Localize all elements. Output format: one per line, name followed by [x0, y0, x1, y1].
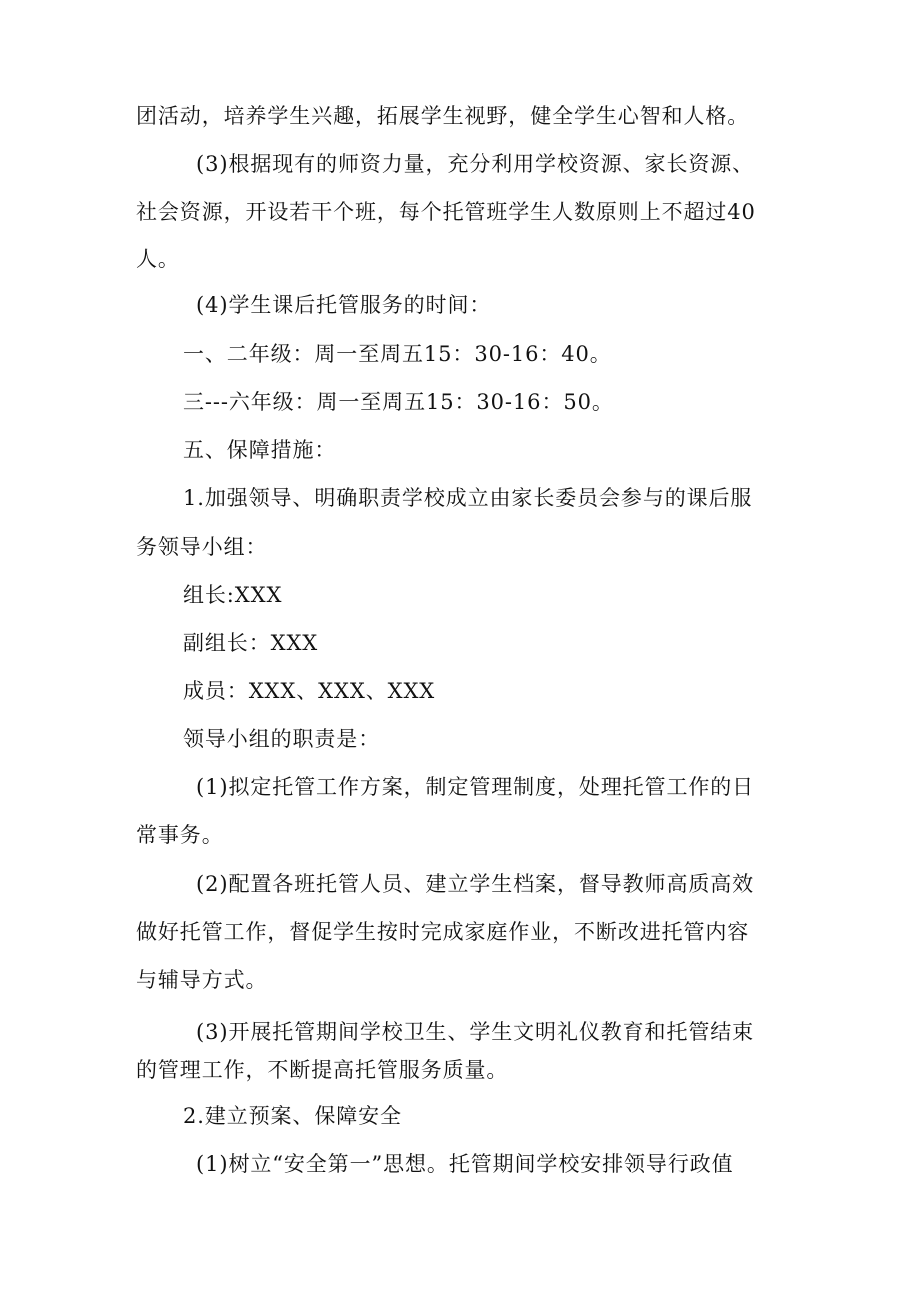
paragraph-line: 常事务。	[136, 823, 224, 847]
paragraph-line: 1.加强领导、明确职责学校成立由家长委员会参与的课后服	[183, 486, 753, 510]
paragraph-line: 团活动，培养学生兴趣，拓展学生视野，健全学生心智和人格。	[136, 104, 750, 128]
paragraph-line: 领导小组的职责是：	[183, 727, 381, 751]
paragraph-line: 务领导小组：	[136, 535, 268, 559]
paragraph-line: 一、二年级：周一至周五15：30-16：40。	[183, 342, 612, 366]
paragraph-line: 组长:XXX	[183, 583, 283, 607]
paragraph-line: 人。	[136, 247, 180, 271]
paragraph-line: 副组长：XXX	[183, 631, 319, 655]
paragraph-line: 三---六年级：周一至周五15：30-16：50。	[183, 390, 614, 414]
paragraph-line: 成员：XXX、XXX、XXX	[183, 679, 436, 703]
section-heading: 五、保障措施：	[183, 438, 337, 462]
paragraph-line: (3)根据现有的师资力量，充分利用学校资源、家长资源、	[196, 152, 755, 176]
paragraph-line: (2)配置各班托管人员、建立学生档案，督导教师高质高效	[196, 872, 755, 896]
paragraph-line: 社会资源，开设若干个班，每个托管班学生人数原则上不超过40	[136, 200, 756, 224]
paragraph-line: (1)拟定托管工作方案，制定管理制度，处理托管工作的日	[196, 775, 755, 799]
paragraph-line: 与辅导方式。	[136, 968, 268, 992]
paragraph-line: (3)开展托管期间学校卫生、学生文明礼仪教育和托管结束	[196, 1020, 755, 1044]
paragraph-line: 2.建立预案、保障安全	[183, 1104, 402, 1128]
paragraph-line: 的管理工作，不断提高托管服务质量。	[136, 1058, 509, 1082]
paragraph-line: 做好托管工作，督促学生按时完成家庭作业，不断改进托管内容	[136, 920, 750, 944]
paragraph-line: (1)树立“安全第一”思想。托管期间学校安排领导行政值	[196, 1152, 734, 1176]
paragraph-line: (4)学生课后托管服务的时间：	[196, 293, 492, 317]
